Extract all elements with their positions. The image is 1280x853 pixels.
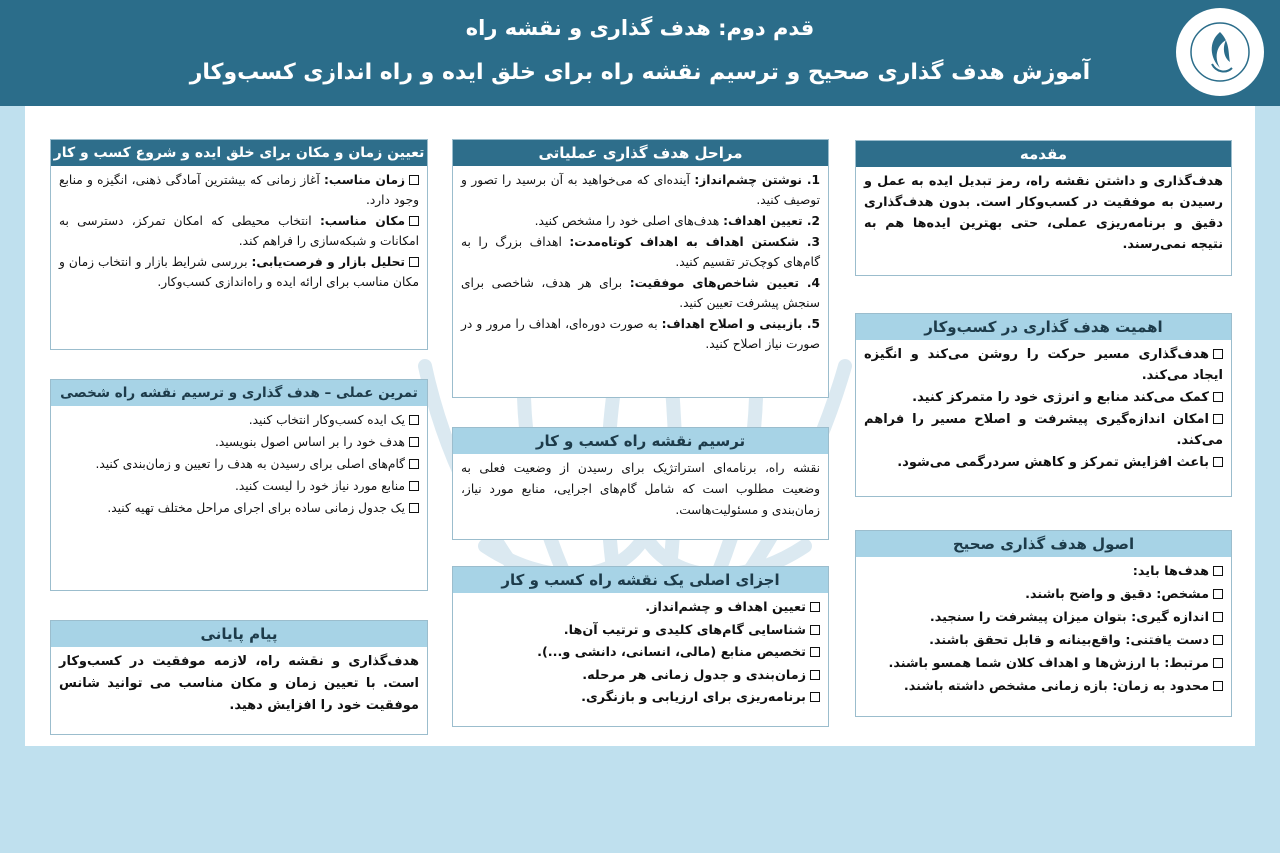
components-title: اجزای اصلی یک نقشه راه کسب و کار bbox=[453, 567, 828, 593]
exercise-item: منابع مورد نیاز خود را لیست کنید. bbox=[59, 476, 419, 497]
components-box bbox=[452, 566, 829, 727]
importance-list bbox=[856, 340, 1231, 480]
simorgh-academy-logo bbox=[1170, 2, 1270, 102]
importance-item: امکان اندازه‌گیری پیشرفت و اصلاح مسیر را فراهم می‌کند. bbox=[864, 412, 1223, 448]
intro-box bbox=[855, 140, 1232, 276]
principles-list bbox=[856, 557, 1231, 705]
checkbox-icon bbox=[409, 459, 419, 469]
footer-strip bbox=[0, 746, 1280, 853]
final-body: هدف‌گذاری و نقشه راه، لازمه موفقیت در کسب‌وکار است. با تعیین زمان و مکان مناسب می توانید شانس موفقیت خود را افزایش دهید. bbox=[59, 654, 419, 713]
principles-box bbox=[855, 530, 1232, 717]
stage-item: 4. تعیین شاخص‌های موفقیت: برای هر هدف، شاخصی برای سنجش پیشرفت تعیین کنید. bbox=[461, 276, 821, 310]
final-title: پیام پایانی bbox=[51, 621, 427, 647]
principle-item: اندازه گیری: بتوان میزان پیشرفت را سنجید. bbox=[864, 607, 1223, 629]
principle-item: مرتبط: با ارزش‌ها و اهداف کلان شما همسو باشند. bbox=[864, 653, 1223, 675]
checkbox-icon bbox=[409, 503, 419, 513]
component-item: برنامه‌ریزی برای ارزیابی و بازنگری. bbox=[461, 687, 820, 709]
page-header bbox=[0, 0, 1280, 106]
exercise-title: تمرین عملی – هدف گذاری و ترسیم نقشه راه شخصی bbox=[51, 380, 427, 406]
header-step-title: قدم دوم: هدف گذاری و نقشه راه bbox=[465, 16, 815, 40]
stage-item: 2. تعیین اهداف: هدف‌های اصلی خود را مشخص کنید. bbox=[534, 214, 820, 228]
checkbox-icon bbox=[409, 481, 419, 491]
roadmap-body: نقشه راه، برنامه‌ای استراتژیک برای رسیدن از وضعیت فعلی به وضعیت مطلوب است که شامل گام‌های اجرایی، منابع مورد نیاز، زمان‌بندی و مسئولیت‌هاست. bbox=[461, 461, 820, 517]
importance-title: اهمیت هدف گذاری در کسب‌وکار bbox=[856, 314, 1231, 340]
stage-item: 1. نوشتن چشم‌انداز: آینده‌ای که می‌خواهید به آن برسید را تصور و توصیف کنید. bbox=[461, 173, 820, 207]
intro-title: مقدمه bbox=[856, 141, 1231, 167]
checkbox-icon bbox=[1213, 612, 1223, 622]
component-item: زمان‌بندی و جدول زمانی هر مرحله. bbox=[461, 665, 820, 687]
checkbox-icon bbox=[810, 692, 820, 702]
checkbox-icon bbox=[1213, 457, 1223, 467]
checkbox-icon bbox=[409, 415, 419, 425]
principle-item: محدود به زمان: بازه زمانی مشخص داشته باشند. bbox=[864, 676, 1223, 698]
checkbox-icon bbox=[810, 670, 820, 680]
exercise-item: یک جدول زمانی ساده برای اجرای مراحل مختلف تهیه کنید. bbox=[59, 498, 419, 519]
checkbox-icon bbox=[1213, 349, 1223, 359]
checkbox-icon bbox=[1213, 635, 1223, 645]
stages-title: مراحل هدف گذاری عملیاتی bbox=[453, 140, 828, 166]
stages-box bbox=[452, 139, 829, 398]
checkbox-icon bbox=[1213, 566, 1223, 576]
exercise-list bbox=[51, 406, 427, 526]
importance-item: باعث افزایش تمرکز و کاهش سردرگمی می‌شود. bbox=[864, 452, 1223, 473]
principles-lead: هدف‌ها باید: bbox=[864, 561, 1223, 583]
checkbox-icon bbox=[409, 437, 419, 447]
checkbox-icon bbox=[810, 602, 820, 612]
stages-list bbox=[453, 166, 828, 361]
roadmap-title: ترسیم نقشه راه کسب و کار bbox=[453, 428, 828, 454]
checkbox-icon bbox=[1213, 681, 1223, 691]
timeplace-list bbox=[51, 166, 427, 299]
importance-item: هدف‌گذاری مسیر حرکت را روشن می‌کند و انگیزه ایجاد می‌کند. bbox=[864, 347, 1223, 383]
checkbox-icon bbox=[810, 647, 820, 657]
checkbox-icon bbox=[409, 175, 419, 185]
principle-item: مشخص: دقیق و واضح باشند. bbox=[864, 584, 1223, 606]
component-item: تخصیص منابع (مالی، انسانی، دانشی و...). bbox=[461, 642, 820, 664]
timeplace-item: تحلیل بازار و فرصت‌یابی: بررسی شرایط بازار و انتخاب زمان و مکان مناسب برای ارائه ایده و راه‌اندازی کسب‌وکار. bbox=[59, 255, 419, 289]
timeplace-item: زمان مناسب: آغاز زمانی که بیشترین آمادگی ذهنی، انگیزه و منابع وجود دارد. bbox=[59, 173, 419, 207]
principle-item: دست یافتنی: واقع‌بینانه و قابل تحقق باشند. bbox=[864, 630, 1223, 652]
stage-item: 5. بازبینی و اصلاح اهداف: به صورت دوره‌ای، اهداف را مرور و در صورت نیاز اصلاح کنید. bbox=[461, 317, 821, 351]
principles-title: اصول هدف گذاری صحیح bbox=[856, 531, 1231, 557]
intro-body: هدف‌گذاری و داشتن نقشه راه، رمز تبدیل ایده به عمل و رسیدن به موفقیت در کسب‌وکار است. بدون هدف‌گذاری دقیق و برنامه‌ریزی عملی، حتی بهترین ایده‌ها هم به نتیجه نمی‌رسند. bbox=[864, 174, 1223, 252]
exercise-item: یک ایده کسب‌وکار انتخاب کنید. bbox=[59, 410, 419, 431]
timeplace-box bbox=[50, 139, 428, 350]
roadmap-box bbox=[452, 427, 829, 540]
exercise-item: گام‌های اصلی برای رسیدن به هدف را تعیین و زمان‌بندی کنید. bbox=[59, 454, 419, 475]
checkbox-icon bbox=[810, 625, 820, 635]
checkbox-icon bbox=[1213, 658, 1223, 668]
checkbox-icon bbox=[1213, 414, 1223, 424]
stage-item: 3. شکستن اهداف به اهداف کوتاه‌مدت: اهداف بزرگ را به گام‌های کوچک‌تر تقسیم کنید. bbox=[461, 235, 820, 269]
importance-item: کمک می‌کند منابع و انرژی خود را متمرکز کنید. bbox=[864, 387, 1223, 408]
importance-box bbox=[855, 313, 1232, 497]
final-message-box bbox=[50, 620, 428, 735]
checkbox-icon bbox=[409, 216, 419, 226]
header-main-title: آموزش هدف گذاری صحیح و ترسیم نقشه راه برای خلق ایده و راه اندازی کسب‌وکار bbox=[189, 60, 1091, 85]
checkbox-icon bbox=[1213, 589, 1223, 599]
checkbox-icon bbox=[1213, 392, 1223, 402]
exercise-item: هدف خود را بر اساس اصول بنویسید. bbox=[59, 432, 419, 453]
checkbox-icon bbox=[409, 257, 419, 267]
exercise-box bbox=[50, 379, 428, 591]
timeplace-title: تعیین زمان و مکان برای خلق ایده و شروع کسب و کار bbox=[51, 140, 427, 166]
component-item: تعیین اهداف و چشم‌انداز. bbox=[461, 597, 820, 619]
components-list bbox=[453, 593, 828, 716]
timeplace-item: مکان مناسب: انتخاب محیطی که امکان تمرکز، دسترسی به امکانات و شبکه‌سازی را فراهم کند. bbox=[59, 214, 419, 248]
component-item: شناسایی گام‌های کلیدی و ترتیب آن‌ها. bbox=[461, 620, 820, 642]
